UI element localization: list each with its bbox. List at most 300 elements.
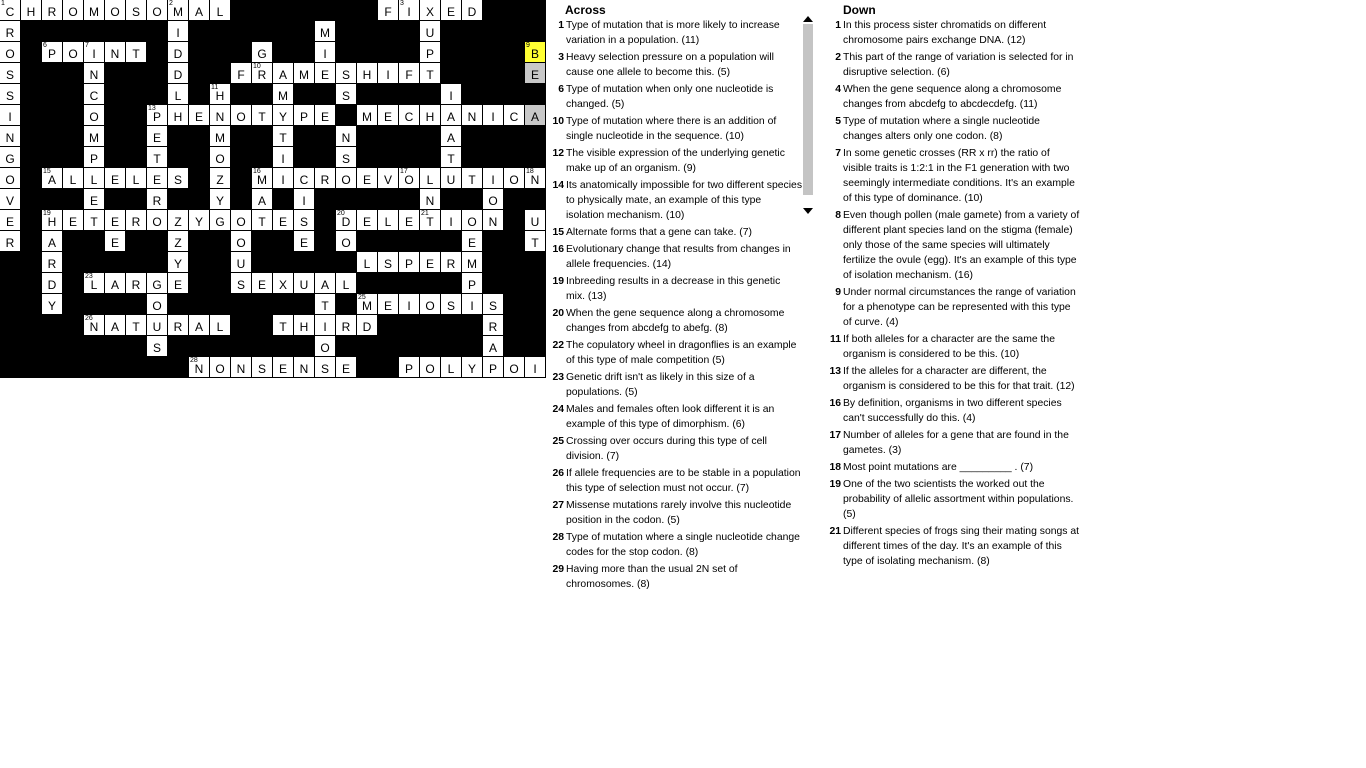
grid-cell[interactable] (147, 147, 168, 168)
grid-cell[interactable] (420, 0, 441, 21)
cell-letter: T (426, 215, 434, 229)
grid-cell[interactable] (210, 0, 231, 21)
down-clue[interactable] (825, 460, 1080, 475)
across-heading: Across (565, 3, 606, 17)
grid-cell[interactable] (462, 273, 483, 294)
cell-letter: T (153, 152, 161, 166)
cell-letter: N (236, 362, 246, 376)
grid-cell[interactable] (357, 210, 378, 231)
grid-cell[interactable] (42, 42, 63, 63)
across-clue[interactable] (548, 178, 802, 223)
grid-cell[interactable] (294, 357, 315, 378)
grid-cell[interactable] (336, 84, 357, 105)
grid-cell[interactable] (231, 231, 252, 252)
grid-cell[interactable] (147, 0, 168, 21)
grid-cell[interactable] (420, 357, 441, 378)
grid-cell[interactable] (462, 105, 483, 126)
grid-cell[interactable] (252, 63, 273, 84)
down-clue[interactable] (825, 146, 1080, 206)
grid-cell[interactable] (0, 84, 21, 105)
grid-cell[interactable] (294, 189, 315, 210)
cell-letter: I (407, 299, 411, 313)
grid-cell[interactable] (84, 105, 105, 126)
grid-cell[interactable] (84, 42, 105, 63)
grid-cell[interactable] (105, 168, 126, 189)
grid-cell[interactable] (483, 168, 504, 189)
grid-cell[interactable] (420, 21, 441, 42)
across-clue[interactable] (548, 402, 802, 432)
clue-number: 9 (526, 42, 530, 49)
grid-cell[interactable] (525, 210, 546, 231)
down-clue[interactable] (825, 477, 1080, 522)
grid-cell[interactable] (315, 357, 336, 378)
crossword-grid (0, 0, 546, 378)
grid-cell[interactable] (189, 210, 210, 231)
grid-cell[interactable] (0, 168, 21, 189)
grid-cell[interactable] (147, 273, 168, 294)
down-clue[interactable] (825, 18, 1080, 48)
grid-cell[interactable] (147, 105, 168, 126)
grid-cell[interactable] (189, 0, 210, 21)
grid-cell[interactable] (315, 63, 336, 84)
grid-cell[interactable] (252, 189, 273, 210)
grid-cell[interactable] (252, 357, 273, 378)
grid-cell[interactable] (462, 168, 483, 189)
cell-letter: A (446, 131, 455, 145)
grid-cell[interactable] (336, 147, 357, 168)
grid-cell[interactable] (273, 105, 294, 126)
grid-cell[interactable] (168, 0, 189, 21)
cell-letter: E (530, 68, 539, 82)
grid-cell[interactable] (441, 294, 462, 315)
grid-cell[interactable] (336, 210, 357, 231)
grid-cell[interactable] (168, 252, 189, 273)
cell-letter: D (362, 320, 372, 334)
grid-cell[interactable] (483, 336, 504, 357)
grid-cell[interactable] (294, 168, 315, 189)
grid-cell[interactable] (168, 273, 189, 294)
grid-cell[interactable] (84, 315, 105, 336)
grid-cell[interactable] (147, 126, 168, 147)
grid-cell[interactable] (168, 210, 189, 231)
grid-cell[interactable] (315, 294, 336, 315)
grid-cell[interactable] (315, 21, 336, 42)
across-clue[interactable] (548, 338, 802, 368)
cell-letter: A (47, 236, 56, 250)
clue-number: 19 (829, 479, 841, 490)
grid-cell[interactable] (147, 294, 168, 315)
down-clue[interactable] (825, 285, 1080, 330)
grid-cell[interactable] (504, 168, 525, 189)
grid-cell[interactable] (231, 63, 252, 84)
grid-cell[interactable] (210, 189, 231, 210)
grid-cell[interactable] (462, 252, 483, 273)
grid-cell[interactable] (483, 315, 504, 336)
grid-cell[interactable] (273, 147, 294, 168)
grid-cell[interactable] (231, 252, 252, 273)
grid-cell[interactable] (483, 105, 504, 126)
grid-cell[interactable] (105, 210, 126, 231)
grid-cell[interactable] (168, 315, 189, 336)
grid-cell[interactable] (294, 210, 315, 231)
down-clue[interactable] (825, 428, 1080, 458)
cell-letter: S (152, 341, 161, 355)
grid-cell[interactable] (168, 42, 189, 63)
down-clue[interactable] (825, 82, 1080, 112)
grid-cell[interactable] (294, 273, 315, 294)
clue-number: 15 (552, 227, 564, 238)
cell-letter: T (321, 299, 329, 313)
grid-cell[interactable] (462, 0, 483, 21)
clue-number: 1 (835, 20, 841, 31)
grid-cell[interactable] (483, 294, 504, 315)
grid-cell[interactable] (252, 42, 273, 63)
clue-text: The copulatory wheel in dragonflies is an example of this type of male competition (5) (566, 340, 797, 366)
grid-cell[interactable] (105, 42, 126, 63)
grid-cell[interactable] (168, 231, 189, 252)
across-clue[interactable] (548, 434, 802, 464)
grid-cell[interactable] (315, 105, 336, 126)
grid-cell[interactable] (273, 84, 294, 105)
clue-text: Most point mutations are _________ . (7) (843, 462, 1034, 473)
grid-cell[interactable] (399, 63, 420, 84)
grid-cell[interactable] (210, 168, 231, 189)
cell-letter: G (5, 152, 15, 166)
clue-text: Inbreeding results in a decrease in this genetic mix. (13) (566, 276, 781, 302)
grid-cell[interactable] (399, 0, 420, 21)
grid-cell[interactable] (273, 210, 294, 231)
across-clue[interactable] (548, 306, 802, 336)
grid-cell[interactable] (294, 63, 315, 84)
grid-cell[interactable] (441, 126, 462, 147)
grid-cell[interactable] (0, 189, 21, 210)
grid-cell[interactable] (147, 210, 168, 231)
grid-cell[interactable] (42, 294, 63, 315)
cell-letter: A (194, 5, 203, 19)
grid-cell[interactable] (483, 357, 504, 378)
grid-cell[interactable] (0, 126, 21, 147)
grid-cell[interactable] (147, 315, 168, 336)
grid-cell[interactable] (525, 63, 546, 84)
cell-letter: Y (194, 215, 203, 229)
grid-cell[interactable] (168, 168, 189, 189)
grid-cell[interactable] (0, 0, 21, 21)
cell-letter: E (110, 236, 119, 250)
grid-cell[interactable] (168, 21, 189, 42)
grid-cell[interactable] (231, 210, 252, 231)
grid-cell[interactable] (378, 105, 399, 126)
grid-cell[interactable] (441, 105, 462, 126)
cell-letter: O (110, 5, 120, 19)
across-clue[interactable] (548, 274, 802, 304)
grid-cell[interactable] (210, 210, 231, 231)
clue-text: In this process sister chromatids on different chromosome pairs exchange DNA. (12) (843, 20, 1047, 46)
across-clue[interactable] (548, 114, 802, 144)
grid-cell[interactable] (189, 357, 210, 378)
grid-cell[interactable] (168, 84, 189, 105)
grid-cell[interactable] (63, 42, 84, 63)
grid-cell[interactable] (315, 168, 336, 189)
down-clue[interactable] (825, 50, 1080, 80)
grid-cell[interactable] (189, 105, 210, 126)
cell-letter: M (467, 257, 477, 271)
clue-number: 7 (85, 42, 89, 49)
cell-letter: O (425, 362, 435, 376)
across-clue[interactable] (548, 562, 802, 592)
grid-cell[interactable] (441, 84, 462, 105)
down-clue[interactable] (825, 524, 1080, 569)
grid-cell[interactable] (147, 336, 168, 357)
across-clue[interactable] (548, 50, 802, 80)
grid-cell[interactable] (273, 315, 294, 336)
grid-cell[interactable] (399, 105, 420, 126)
grid-cell[interactable] (84, 168, 105, 189)
across-clue[interactable] (548, 82, 802, 112)
grid-cell[interactable] (420, 105, 441, 126)
grid-cell[interactable] (378, 294, 399, 315)
grid-cell[interactable] (336, 126, 357, 147)
grid-cell[interactable] (84, 0, 105, 21)
grid-cell[interactable] (315, 42, 336, 63)
grid-cell[interactable] (336, 273, 357, 294)
clue-text: Missense mutations rarely involve this nucleotide position in the codon. (5) (566, 500, 792, 526)
grid-cell[interactable] (0, 42, 21, 63)
grid-cell[interactable] (273, 63, 294, 84)
grid-cell[interactable] (357, 315, 378, 336)
grid-cell[interactable] (336, 168, 357, 189)
grid-cell[interactable] (126, 42, 147, 63)
scroll-up-arrow-icon[interactable] (803, 16, 813, 22)
grid-cell[interactable] (210, 315, 231, 336)
grid-cell[interactable] (420, 252, 441, 273)
grid-cell[interactable] (273, 273, 294, 294)
cell-letter: U (152, 320, 162, 334)
down-clue[interactable] (825, 332, 1080, 362)
cell-letter: M (89, 5, 99, 19)
down-clue[interactable] (825, 114, 1080, 144)
grid-cell[interactable] (147, 168, 168, 189)
cell-letter: O (215, 152, 225, 166)
down-clue[interactable] (825, 396, 1080, 426)
across-clue[interactable] (548, 18, 802, 48)
grid-cell[interactable] (252, 105, 273, 126)
grid-cell[interactable] (441, 210, 462, 231)
grid-cell[interactable] (441, 252, 462, 273)
grid-cell[interactable] (399, 210, 420, 231)
grid-cell[interactable] (357, 63, 378, 84)
across-clue[interactable] (548, 498, 802, 528)
grid-cell[interactable] (105, 273, 126, 294)
grid-cell[interactable] (399, 294, 420, 315)
grid-cell[interactable] (42, 210, 63, 231)
grid-cell[interactable] (462, 210, 483, 231)
across-clue[interactable] (548, 225, 802, 240)
grid-cell[interactable] (462, 357, 483, 378)
grid-cell[interactable] (420, 189, 441, 210)
grid-cell[interactable] (84, 210, 105, 231)
grid-cell[interactable] (399, 357, 420, 378)
cell-letter: E (341, 362, 350, 376)
across-clue[interactable] (548, 242, 802, 272)
cell-letter: A (530, 110, 539, 124)
grid-cell[interactable] (84, 84, 105, 105)
grid-cell[interactable] (189, 315, 210, 336)
clue-text: Heavy selection pressure on a population will cause one allele to become this. (5) (566, 52, 774, 78)
grid-cell[interactable] (168, 105, 189, 126)
grid-cell[interactable] (252, 273, 273, 294)
grid-cell[interactable] (105, 231, 126, 252)
scroll-thumb[interactable] (803, 24, 813, 195)
down-clue[interactable] (825, 208, 1080, 283)
grid-cell[interactable] (441, 0, 462, 21)
grid-cell[interactable] (126, 210, 147, 231)
grid-cell[interactable] (441, 147, 462, 168)
grid-cell[interactable] (42, 252, 63, 273)
grid-cell[interactable] (294, 105, 315, 126)
grid-cell[interactable] (210, 147, 231, 168)
grid-cell[interactable] (357, 252, 378, 273)
cell-letter: C (299, 173, 309, 187)
grid-cell[interactable] (168, 63, 189, 84)
grid-cell[interactable] (63, 0, 84, 21)
grid-cell[interactable] (294, 231, 315, 252)
grid-cell[interactable] (483, 189, 504, 210)
grid-cell[interactable] (252, 168, 273, 189)
grid-cell[interactable] (420, 294, 441, 315)
across-clue[interactable] (548, 146, 802, 176)
grid-cell[interactable] (273, 357, 294, 378)
grid-cell[interactable] (336, 63, 357, 84)
grid-cell[interactable] (0, 147, 21, 168)
grid-cell[interactable] (420, 168, 441, 189)
grid-cell[interactable] (210, 357, 231, 378)
grid-cell[interactable] (357, 294, 378, 315)
grid-cell[interactable] (294, 315, 315, 336)
grid-cell[interactable] (378, 0, 399, 21)
grid-cell[interactable] (84, 147, 105, 168)
grid-cell[interactable] (126, 0, 147, 21)
grid-cell[interactable] (42, 273, 63, 294)
grid-cell[interactable] (420, 42, 441, 63)
grid-cell[interactable] (399, 168, 420, 189)
grid-cell[interactable] (483, 210, 504, 231)
grid-cell[interactable] (231, 273, 252, 294)
across-clue[interactable] (548, 466, 802, 496)
grid-cell[interactable] (441, 357, 462, 378)
grid-cell[interactable] (126, 315, 147, 336)
grid-cell[interactable] (420, 63, 441, 84)
clue-number: 4 (835, 84, 841, 95)
grid-cell[interactable] (84, 126, 105, 147)
grid-cell[interactable] (504, 357, 525, 378)
grid-cell[interactable] (336, 231, 357, 252)
grid-cell[interactable] (63, 210, 84, 231)
grid-cell[interactable] (126, 168, 147, 189)
grid-cell[interactable] (0, 105, 21, 126)
grid-cell[interactable] (21, 0, 42, 21)
cell-letter: O (152, 215, 162, 229)
grid-cell[interactable] (273, 126, 294, 147)
cell-letter: B (530, 47, 539, 61)
grid-cell[interactable] (336, 315, 357, 336)
grid-cell[interactable] (210, 126, 231, 147)
grid-cell[interactable] (525, 357, 546, 378)
grid-cell[interactable] (42, 0, 63, 21)
grid-cell[interactable] (273, 168, 294, 189)
grid-cell[interactable] (0, 63, 21, 84)
grid-cell[interactable] (420, 210, 441, 231)
cell-letter: I (323, 320, 327, 334)
clue-text: Alternate forms that a gene can take. (7) (566, 227, 752, 238)
grid-cell[interactable] (0, 231, 21, 252)
grid-cell[interactable] (252, 210, 273, 231)
across-clue[interactable] (548, 530, 802, 560)
grid-cell[interactable] (231, 357, 252, 378)
cell-letter: L (174, 89, 182, 103)
grid-cell[interactable] (315, 315, 336, 336)
grid-cell[interactable] (378, 63, 399, 84)
cell-letter: C (509, 110, 519, 124)
cell-letter: Y (278, 110, 287, 124)
grid-cell[interactable] (105, 315, 126, 336)
grid-cell[interactable] (315, 273, 336, 294)
grid-cell[interactable] (378, 168, 399, 189)
cell-letter: T (447, 152, 455, 166)
grid-cell[interactable] (42, 168, 63, 189)
grid-cell[interactable] (147, 189, 168, 210)
grid-cell[interactable] (357, 168, 378, 189)
grid-cell[interactable] (84, 273, 105, 294)
clue-text: If both alleles for a character are the same the organism is considered to be this. (10) (843, 334, 1055, 360)
grid-cell[interactable] (210, 84, 231, 105)
grid-cell[interactable] (378, 210, 399, 231)
grid-cell[interactable] (504, 105, 525, 126)
cell-letter: N (215, 110, 225, 124)
grid-cell[interactable] (525, 168, 546, 189)
grid-cell[interactable] (399, 252, 420, 273)
grid-cell[interactable] (0, 21, 21, 42)
grid-cell[interactable] (441, 168, 462, 189)
grid-cell[interactable] (63, 168, 84, 189)
grid-cell[interactable] (42, 231, 63, 252)
grid-cell[interactable] (525, 105, 546, 126)
grid-cell[interactable] (525, 42, 546, 63)
grid-cell[interactable] (84, 63, 105, 84)
cell-letter: E (362, 173, 371, 187)
grid-cell[interactable] (462, 231, 483, 252)
grid-cell[interactable] (315, 336, 336, 357)
cell-letter: S (341, 152, 350, 166)
grid-cell[interactable] (210, 105, 231, 126)
down-clue[interactable] (825, 364, 1080, 394)
grid-cell[interactable] (525, 231, 546, 252)
grid-cell[interactable] (231, 105, 252, 126)
grid-cell[interactable] (0, 210, 21, 231)
grid-cell[interactable] (357, 105, 378, 126)
grid-cell[interactable] (105, 0, 126, 21)
cell-letter: I (176, 26, 180, 40)
scroll-down-arrow-icon[interactable] (803, 208, 813, 214)
grid-cell[interactable] (378, 252, 399, 273)
across-clue[interactable] (548, 370, 802, 400)
cell-letter: R (5, 236, 15, 250)
grid-cell[interactable] (84, 189, 105, 210)
clue-number: 16 (253, 168, 261, 175)
grid-cell[interactable] (336, 357, 357, 378)
grid-cell[interactable] (462, 294, 483, 315)
grid-cell[interactable] (126, 273, 147, 294)
across-scrollbar[interactable] (802, 14, 814, 216)
